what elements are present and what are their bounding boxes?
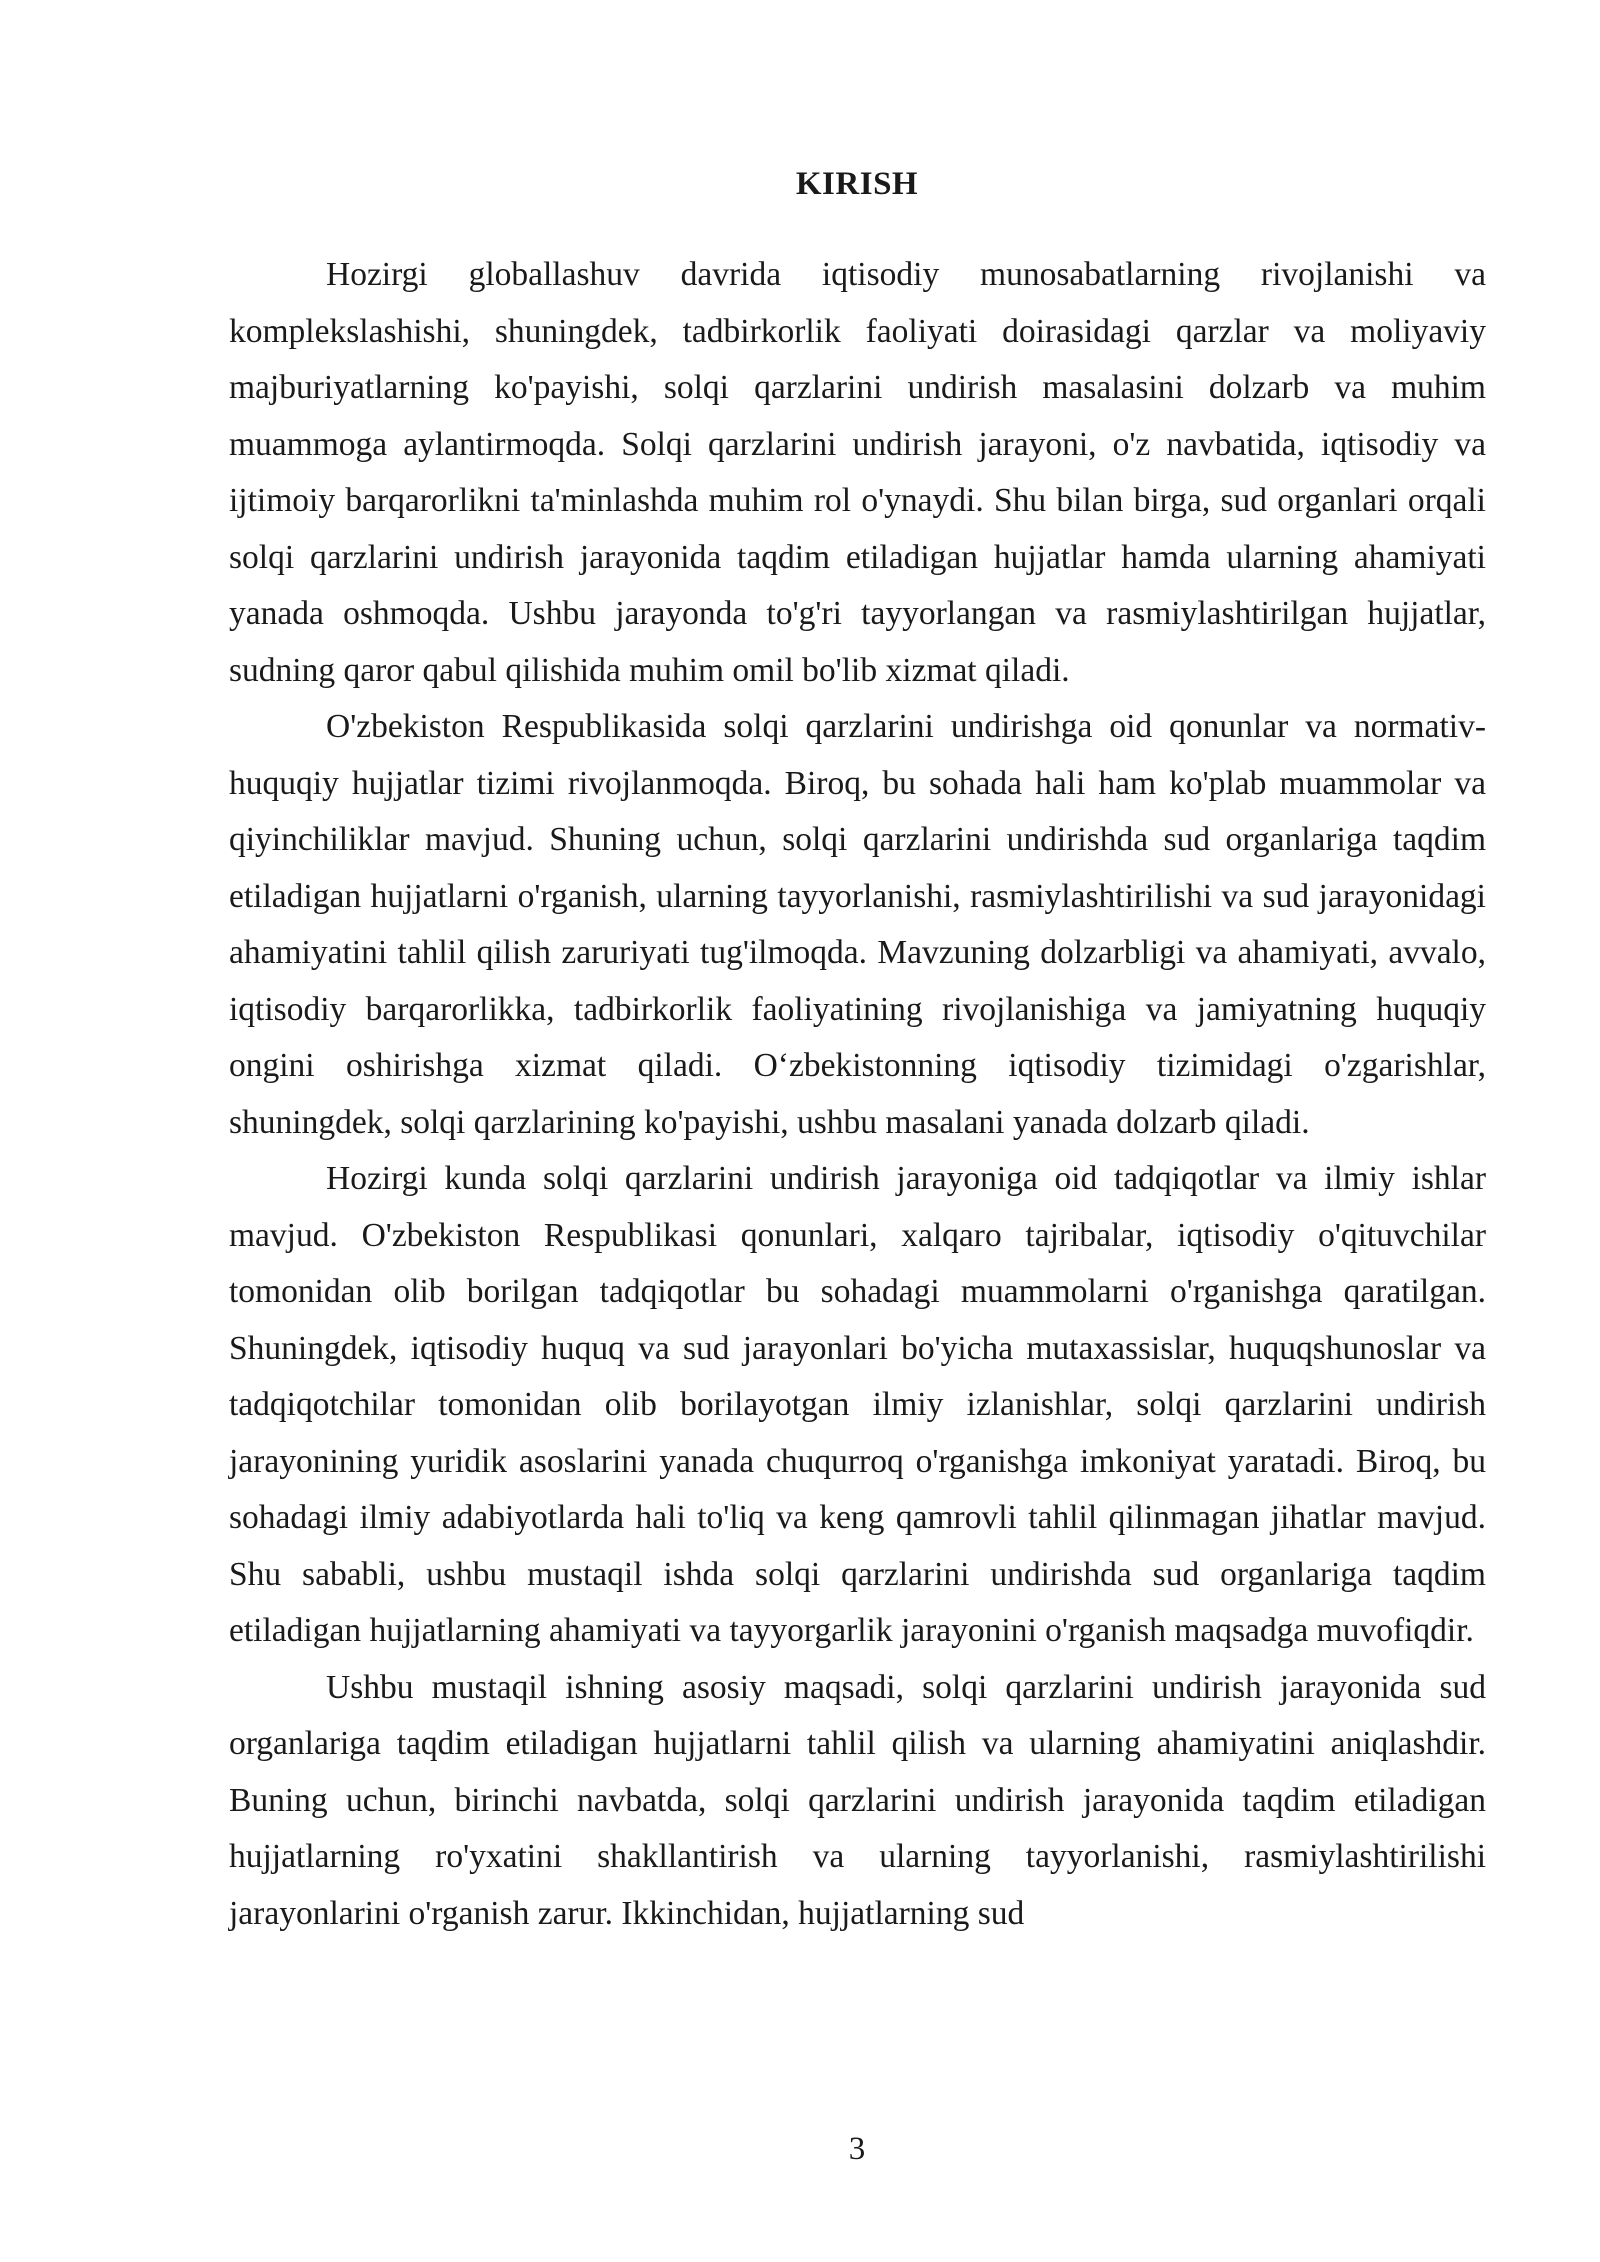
paragraph-4: Ushbu mustaqil ishning asosiy maqsadi, solqi qarzlarini undirish jarayonida sud organlariga taqdim etiladigan hujjatlarni tahlil qilish va ularning ahamiyatini aniqlashdir. Buning uchun, birinchi navbatda, solqi qarzlarini undirish jarayonida taqdim etiladigan hujjatlarning ro'yxatini shakllantirish va ularning tayyorlanishi, rasmiylashtirilishi jarayonlarini o'rganish zarur. Ikkinchidan, hujjatlarning sud bbox=[229, 1668, 1486, 1932]
page-number: 3 bbox=[848, 2131, 866, 2167]
paragraph-2: O'zbekiston Respublikasida solqi qarzlarini undirishga oid qonunlar va normativ-huquqiy hujjatlar tizimi rivojlanmoqda. Biroq, bu sohada hali ham ko'plab muammolar va qiyinchiliklar mavjud. Shuning uchun, solqi qarzlarini undirishda sud organlariga taqdim etiladigan hujjatlarni o'rganish, ularning tayyorlanishi, rasmiylashtirilishi va sud jarayonidagi ahamiyatini tahlil qilish zaruriyati tug'ilmoqda. Mavzuning dolzarbligi va ahamiyati, avvalo, iqtisodiy barqarorlikka, tadbirkorlik faoliyatining rivojlanishiga va jamiyatning huquqiy ongini oshirishga xizmat qiladi. O‘zbekistonning iqtisodiy tizimidagi o'zgarishlar, shuningdek, solqi qarzlarining ko'payishi, ushbu masalani yanada dolzarb qiladi. bbox=[229, 708, 1486, 1141]
paragraph-3: Hozirgi kunda solqi qarzlarini undirish jarayoniga oid tadqiqotlar va ilmiy ishlar mavjud. O'zbekiston Respublikasi qonunlari, xalqaro tajribalar, iqtisodiy o'qituvchilar tomonidan olib borilgan tadqiqotlar bu sohadagi muammolarni o'rganishga qaratilgan. Shuningdek, iqtisodiy huquq va sud jarayonlari bo'yicha mutaxassislar, huquqshunoslar va tadqiqotchilar tomonidan olib borilayotgan ilmiy izlanishlar, solqi qarzlarini undirish jarayonining yuridik asoslarini yanada chuqurroq o'rganishga imkoniyat yaratadi. Biroq, bu sohadagi ilmiy adabiyotlarda hali to'liq va keng qamrovli tahlil qilinmagan jihatlar mavjud. Shu sababli, ushbu mustaqil ishda solqi qarzlarini undirishda sud organlariga taqdim etiladigan hujjatlarning ahamiyati va tayyorgarlik jarayonini o'rganish maqsadga muvofiqdir. bbox=[229, 1160, 1486, 1649]
page-title: KIRISH bbox=[795, 166, 919, 202]
paragraph-1: Hozirgi globallashuv davrida iqtisodiy munosabatlarning rivojlanishi va komplekslashishi, shuningdek, tadbirkorlik faoliyati doirasidagi qarzlar va moliyaviy majburiyatlarning ko'payishi, solqi qarzlarini undirish masalasini dolzarb va muhim muammoga aylantirmoqda. Solqi qarzlarini undirish jarayoni, o'z navbatida, iqtisodiy va ijtimoiy barqarorlikni ta'minlashda muhim rol o'ynaydi. Shu bilan birga, sud organlari orqali solqi qarzlarini undirish jarayonida taqdim etiladigan hujjatlar hamda ularning ahamiyati yanada oshmoqda. Ushbu jarayonda to'g'ri tayyorlangan va rasmiylashtirilgan hujjatlar, sudning qaror qabul qilishida muhim omil bo'lib xizmat qiladi. bbox=[229, 256, 1486, 689]
document-body bbox=[229, 247, 1486, 1942]
